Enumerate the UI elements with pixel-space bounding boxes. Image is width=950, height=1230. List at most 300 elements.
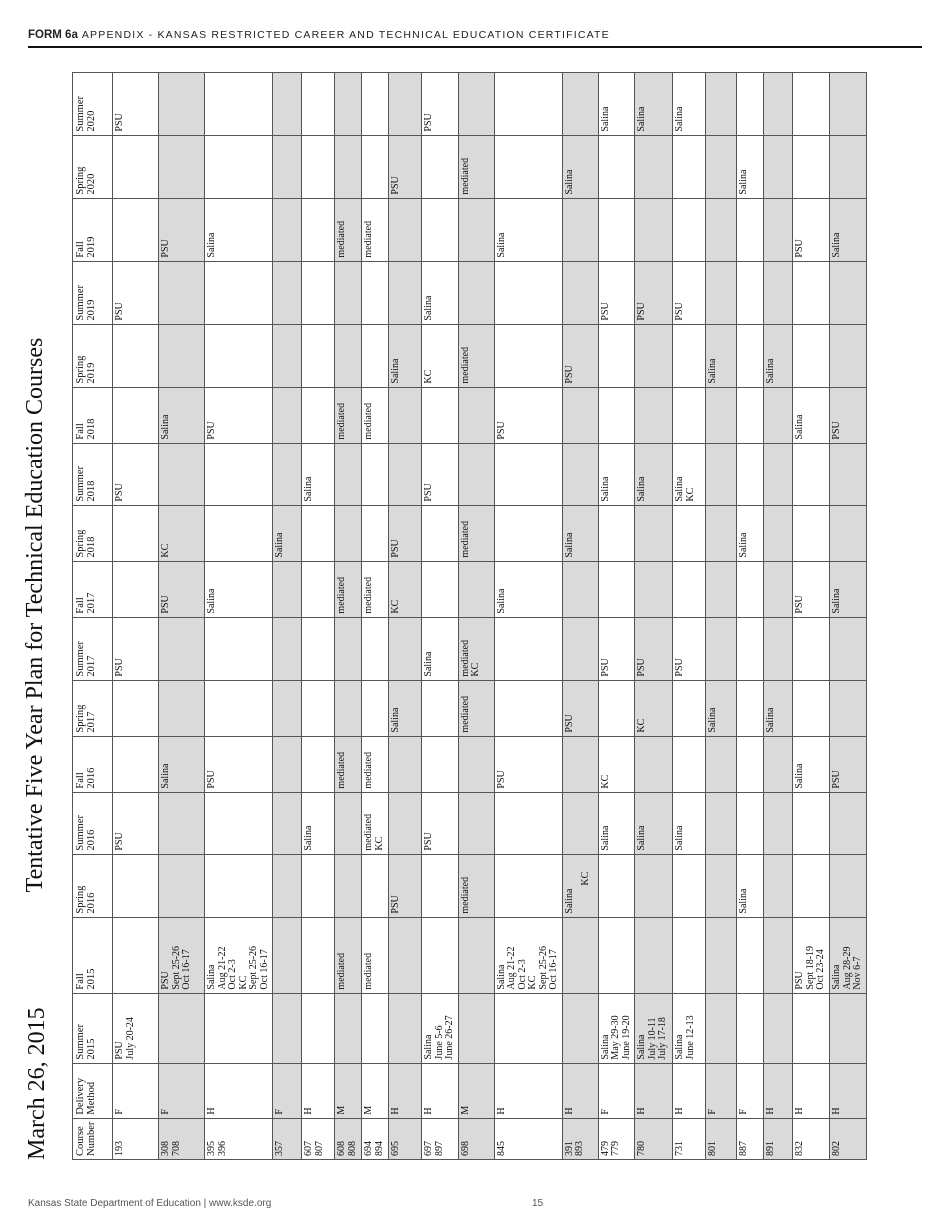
term-cell xyxy=(362,443,389,505)
delivery-method-cell: M xyxy=(458,1063,494,1118)
course-number-cell: 193 xyxy=(113,1118,159,1159)
page-title: Tentative Five Year Plan for Technical Education Courses xyxy=(22,337,48,893)
term-cell xyxy=(764,135,793,198)
term-cell: Salina xyxy=(830,561,867,617)
term-cell: PSU July 20-24 xyxy=(113,993,159,1063)
column-header: Fall 2017 xyxy=(73,561,113,617)
table-row xyxy=(159,72,205,1159)
term-cell xyxy=(764,72,793,135)
term-cell xyxy=(830,617,867,680)
table-row xyxy=(422,72,459,1159)
term-cell xyxy=(302,198,335,261)
term-cell xyxy=(273,324,302,387)
term-cell xyxy=(422,135,459,198)
term-cell xyxy=(389,617,422,680)
term-cell: PSU xyxy=(159,561,205,617)
term-cell xyxy=(673,561,706,617)
term-cell xyxy=(764,198,793,261)
term-cell xyxy=(362,617,389,680)
term-cell: PSU xyxy=(113,443,159,505)
term-cell xyxy=(302,680,335,736)
term-cell xyxy=(389,261,422,324)
term-cell xyxy=(737,198,764,261)
term-cell xyxy=(737,993,764,1063)
column-header: Delivery Method xyxy=(73,1063,113,1118)
term-cell xyxy=(562,443,598,505)
term-cell xyxy=(635,736,673,792)
term-cell: PSU xyxy=(673,617,706,680)
delivery-method-cell: H xyxy=(562,1063,598,1118)
term-cell xyxy=(737,72,764,135)
term-cell: PSU xyxy=(422,443,459,505)
term-cell xyxy=(494,617,562,680)
term-cell xyxy=(113,198,159,261)
term-cell: Salina xyxy=(494,561,562,617)
table-row xyxy=(737,72,764,1159)
term-cell xyxy=(562,993,598,1063)
table-row xyxy=(598,72,635,1159)
term-cell: PSU xyxy=(113,617,159,680)
term-cell xyxy=(273,917,302,993)
term-cell: Salina Aug 21-22 Oct 2-3 KC Sept 25-26 Oct 16-17 xyxy=(494,917,562,993)
term-cell xyxy=(673,680,706,736)
term-cell xyxy=(764,505,793,561)
term-cell: Salina xyxy=(764,324,793,387)
term-cell xyxy=(673,505,706,561)
term-cell xyxy=(673,198,706,261)
term-cell xyxy=(273,387,302,443)
table-row xyxy=(673,72,706,1159)
term-cell xyxy=(159,680,205,736)
column-header: Summer 2017 xyxy=(73,617,113,680)
term-cell xyxy=(764,854,793,917)
course-number-cell: 801 xyxy=(706,1118,737,1159)
term-cell: Salina xyxy=(793,387,830,443)
term-cell: Salina xyxy=(764,680,793,736)
term-cell xyxy=(205,617,273,680)
term-cell xyxy=(458,993,494,1063)
term-cell xyxy=(302,617,335,680)
term-cell xyxy=(635,324,673,387)
cell-location: Salina xyxy=(563,888,575,914)
term-cell: KC xyxy=(159,505,205,561)
term-cell xyxy=(159,261,205,324)
term-cell xyxy=(830,993,867,1063)
course-number-cell: 395 396 xyxy=(205,1118,273,1159)
term-cell: PSU xyxy=(830,736,867,792)
course-plan-table xyxy=(72,72,867,1160)
term-cell: Salina xyxy=(673,72,706,135)
term-cell: KC xyxy=(422,324,459,387)
term-cell xyxy=(562,736,598,792)
term-cell xyxy=(737,792,764,854)
term-cell: mediated xyxy=(362,198,389,261)
term-cell xyxy=(706,198,737,261)
term-cell xyxy=(737,736,764,792)
term-cell xyxy=(764,443,793,505)
course-number-cell: 697 897 xyxy=(422,1118,459,1159)
term-cell xyxy=(737,561,764,617)
term-cell xyxy=(598,917,635,993)
delivery-method-cell: F xyxy=(159,1063,205,1118)
column-header: Fall 2018 xyxy=(73,387,113,443)
term-cell xyxy=(830,443,867,505)
column-header: Fall 2019 xyxy=(73,198,113,261)
term-cell xyxy=(673,917,706,993)
delivery-method-cell: H xyxy=(635,1063,673,1118)
term-cell xyxy=(706,993,737,1063)
term-cell: Salina xyxy=(598,792,635,854)
term-cell xyxy=(764,561,793,617)
term-cell: Salina xyxy=(389,324,422,387)
term-cell xyxy=(830,261,867,324)
term-cell xyxy=(159,792,205,854)
term-cell xyxy=(113,135,159,198)
term-cell xyxy=(273,261,302,324)
term-cell: Salina KC xyxy=(673,443,706,505)
course-number-cell: 391 893 xyxy=(562,1118,598,1159)
term-cell xyxy=(598,680,635,736)
term-cell xyxy=(830,680,867,736)
term-cell xyxy=(706,505,737,561)
term-cell xyxy=(706,854,737,917)
term-cell xyxy=(764,792,793,854)
term-cell: mediated xyxy=(362,917,389,993)
term-cell: PSU xyxy=(598,261,635,324)
column-header: Spring 2019 xyxy=(73,324,113,387)
term-cell xyxy=(635,917,673,993)
term-cell xyxy=(335,617,362,680)
term-cell xyxy=(159,854,205,917)
term-cell xyxy=(494,854,562,917)
term-cell xyxy=(562,261,598,324)
term-cell xyxy=(335,261,362,324)
term-cell xyxy=(362,261,389,324)
term-cell: mediated xyxy=(335,917,362,993)
column-header: Summer 2019 xyxy=(73,261,113,324)
term-cell xyxy=(302,854,335,917)
term-cell xyxy=(673,736,706,792)
term-cell: Salina xyxy=(737,505,764,561)
term-cell: mediated xyxy=(335,736,362,792)
term-cell xyxy=(764,387,793,443)
term-cell xyxy=(494,135,562,198)
term-cell: mediated xyxy=(335,198,362,261)
term-cell xyxy=(706,617,737,680)
term-cell xyxy=(458,561,494,617)
term-cell: Salina xyxy=(673,792,706,854)
term-cell xyxy=(389,387,422,443)
term-cell xyxy=(635,198,673,261)
term-cell xyxy=(113,854,159,917)
term-cell xyxy=(793,261,830,324)
term-cell: mediated KC xyxy=(362,792,389,854)
term-cell xyxy=(830,854,867,917)
term-cell: mediated xyxy=(335,561,362,617)
term-cell xyxy=(159,135,205,198)
term-cell xyxy=(458,72,494,135)
term-cell: PSU xyxy=(793,561,830,617)
term-cell xyxy=(706,561,737,617)
column-header: Course Number xyxy=(73,1118,113,1159)
term-cell xyxy=(113,680,159,736)
term-cell xyxy=(494,443,562,505)
term-cell: PSU xyxy=(113,261,159,324)
term-cell xyxy=(273,443,302,505)
term-cell xyxy=(273,617,302,680)
term-cell: Salina xyxy=(737,854,764,917)
term-cell: PSU xyxy=(793,198,830,261)
term-cell xyxy=(205,680,273,736)
term-cell: Salina xyxy=(205,561,273,617)
term-cell xyxy=(458,198,494,261)
plan-date: March 26, 2015 xyxy=(24,1007,50,1160)
table-row xyxy=(458,72,494,1159)
term-cell xyxy=(113,561,159,617)
term-cell: PSU xyxy=(494,387,562,443)
page-number: 15 xyxy=(532,1198,544,1209)
term-cell xyxy=(793,505,830,561)
footer-org: Kansas State Department of Education | www.ksde.org xyxy=(28,1198,272,1209)
rotated-page xyxy=(22,70,912,1160)
term-cell xyxy=(302,261,335,324)
term-cell xyxy=(422,854,459,917)
term-cell xyxy=(598,324,635,387)
term-cell: Salina xyxy=(562,505,598,561)
term-cell xyxy=(362,135,389,198)
term-cell xyxy=(494,261,562,324)
term-cell xyxy=(205,993,273,1063)
term-cell: PSU xyxy=(389,135,422,198)
term-cell xyxy=(673,854,706,917)
term-cell xyxy=(494,72,562,135)
term-cell: Salina xyxy=(389,680,422,736)
term-cell xyxy=(205,324,273,387)
term-cell xyxy=(159,993,205,1063)
term-cell xyxy=(830,135,867,198)
term-cell xyxy=(458,443,494,505)
term-cell: Salina xyxy=(830,198,867,261)
term-cell xyxy=(205,792,273,854)
term-cell xyxy=(302,387,335,443)
term-cell xyxy=(830,792,867,854)
term-cell: Salina Aug 28-29 Nov 6-7 xyxy=(830,917,867,993)
term-cell xyxy=(793,854,830,917)
delivery-method-cell: F xyxy=(598,1063,635,1118)
term-cell xyxy=(494,680,562,736)
term-cell: PSU xyxy=(389,505,422,561)
course-number-cell: 731 xyxy=(673,1118,706,1159)
term-cell xyxy=(335,505,362,561)
column-header: Spring 2016 xyxy=(73,854,113,917)
term-cell xyxy=(389,72,422,135)
term-cell xyxy=(159,324,205,387)
term-cell: Salina xyxy=(302,792,335,854)
term-cell xyxy=(598,198,635,261)
term-cell: mediated xyxy=(458,135,494,198)
form-header xyxy=(28,29,610,41)
term-cell: PSU Sept 25-26 Oct 16-17 xyxy=(159,917,205,993)
term-cell xyxy=(362,324,389,387)
term-cell xyxy=(793,135,830,198)
term-cell: mediated KC xyxy=(458,617,494,680)
term-cell xyxy=(205,261,273,324)
term-cell xyxy=(635,387,673,443)
term-cell xyxy=(389,917,422,993)
term-cell xyxy=(335,792,362,854)
delivery-method-cell: H xyxy=(302,1063,335,1118)
column-header: Spring 2020 xyxy=(73,135,113,198)
term-cell: Salina xyxy=(273,505,302,561)
term-cell: mediated xyxy=(458,324,494,387)
term-cell xyxy=(635,561,673,617)
delivery-method-cell: F xyxy=(273,1063,302,1118)
term-cell xyxy=(273,736,302,792)
term-cell xyxy=(598,854,635,917)
term-cell xyxy=(494,792,562,854)
term-cell xyxy=(706,135,737,198)
delivery-method-cell: H xyxy=(673,1063,706,1118)
term-cell xyxy=(113,917,159,993)
term-cell xyxy=(737,680,764,736)
term-cell xyxy=(273,198,302,261)
term-cell xyxy=(793,617,830,680)
term-cell xyxy=(205,854,273,917)
term-cell: Salina xyxy=(635,792,673,854)
term-cell xyxy=(302,324,335,387)
term-cell xyxy=(422,680,459,736)
term-cell xyxy=(737,387,764,443)
term-cell xyxy=(302,993,335,1063)
term-cell xyxy=(562,198,598,261)
delivery-method-cell: F xyxy=(113,1063,159,1118)
term-cell xyxy=(273,854,302,917)
term-cell xyxy=(335,680,362,736)
term-cell: Salina xyxy=(706,680,737,736)
course-number-cell: 780 xyxy=(635,1118,673,1159)
column-header: Fall 2016 xyxy=(73,736,113,792)
term-cell xyxy=(362,993,389,1063)
term-cell: PSU xyxy=(562,680,598,736)
term-cell xyxy=(562,854,598,917)
term-cell xyxy=(422,387,459,443)
term-cell xyxy=(389,443,422,505)
term-cell: Salina xyxy=(494,198,562,261)
term-cell xyxy=(362,680,389,736)
term-cell: PSU xyxy=(635,617,673,680)
term-cell xyxy=(458,261,494,324)
term-cell xyxy=(362,72,389,135)
term-cell xyxy=(389,792,422,854)
table-row xyxy=(273,72,302,1159)
term-cell xyxy=(159,617,205,680)
term-cell: PSU Sept 18-19 Oct 23-24 xyxy=(793,917,830,993)
delivery-method-cell: H xyxy=(205,1063,273,1118)
term-cell: Salina Aug 21-22 Oct 2-3 KC Sept 25-26 Oct 16-17 xyxy=(205,917,273,993)
term-cell xyxy=(422,917,459,993)
form-label: FORM 6a xyxy=(28,29,78,41)
course-number-cell: 479 779 xyxy=(598,1118,635,1159)
term-cell: Salina xyxy=(598,72,635,135)
term-cell xyxy=(273,993,302,1063)
term-cell: Salina xyxy=(205,198,273,261)
term-cell: mediated xyxy=(458,505,494,561)
term-cell xyxy=(598,561,635,617)
course-number-cell: 891 xyxy=(764,1118,793,1159)
term-cell xyxy=(335,993,362,1063)
term-cell xyxy=(635,854,673,917)
term-cell: mediated xyxy=(458,854,494,917)
term-cell xyxy=(302,505,335,561)
term-cell xyxy=(422,736,459,792)
table-row xyxy=(793,72,830,1159)
course-number-cell: 608 808 xyxy=(335,1118,362,1159)
table-row xyxy=(635,72,673,1159)
term-cell: Salina May 29-30 June 19-20 xyxy=(598,993,635,1063)
term-cell xyxy=(635,505,673,561)
term-cell: PSU xyxy=(673,261,706,324)
term-cell xyxy=(302,72,335,135)
course-number-cell: 698 xyxy=(458,1118,494,1159)
table-row xyxy=(562,72,598,1159)
delivery-method-cell: H xyxy=(830,1063,867,1118)
term-cell: Salina xyxy=(159,387,205,443)
term-cell xyxy=(335,443,362,505)
table-row xyxy=(830,72,867,1159)
term-cell xyxy=(302,917,335,993)
term-cell: PSU xyxy=(562,324,598,387)
column-header: Summer 2020 xyxy=(73,72,113,135)
table-row xyxy=(706,72,737,1159)
term-cell xyxy=(205,72,273,135)
table-row xyxy=(113,72,159,1159)
delivery-method-cell: M xyxy=(362,1063,389,1118)
delivery-method-cell: F xyxy=(737,1063,764,1118)
term-cell: PSU xyxy=(205,736,273,792)
term-cell xyxy=(764,736,793,792)
term-cell: PSU xyxy=(159,198,205,261)
term-cell xyxy=(793,680,830,736)
term-cell: Salina xyxy=(562,135,598,198)
term-cell: mediated xyxy=(335,387,362,443)
column-header: Spring 2018 xyxy=(73,505,113,561)
term-cell xyxy=(362,505,389,561)
term-cell xyxy=(113,387,159,443)
term-cell xyxy=(302,135,335,198)
term-cell xyxy=(737,917,764,993)
term-cell xyxy=(335,72,362,135)
delivery-method-cell: F xyxy=(706,1063,737,1118)
term-cell xyxy=(706,736,737,792)
term-cell xyxy=(389,736,422,792)
term-cell: Salina xyxy=(422,617,459,680)
term-cell xyxy=(793,72,830,135)
term-cell xyxy=(273,792,302,854)
term-cell xyxy=(273,72,302,135)
column-header: Summer 2016 xyxy=(73,792,113,854)
column-header: Summer 2015 xyxy=(73,993,113,1063)
course-number-cell: 695 xyxy=(389,1118,422,1159)
term-cell xyxy=(764,993,793,1063)
term-cell xyxy=(764,617,793,680)
delivery-method-cell: H xyxy=(389,1063,422,1118)
term-cell xyxy=(706,917,737,993)
term-cell: PSU xyxy=(113,792,159,854)
term-cell xyxy=(673,387,706,443)
delivery-method-cell: M xyxy=(335,1063,362,1118)
term-cell xyxy=(562,561,598,617)
delivery-method-cell: H xyxy=(422,1063,459,1118)
